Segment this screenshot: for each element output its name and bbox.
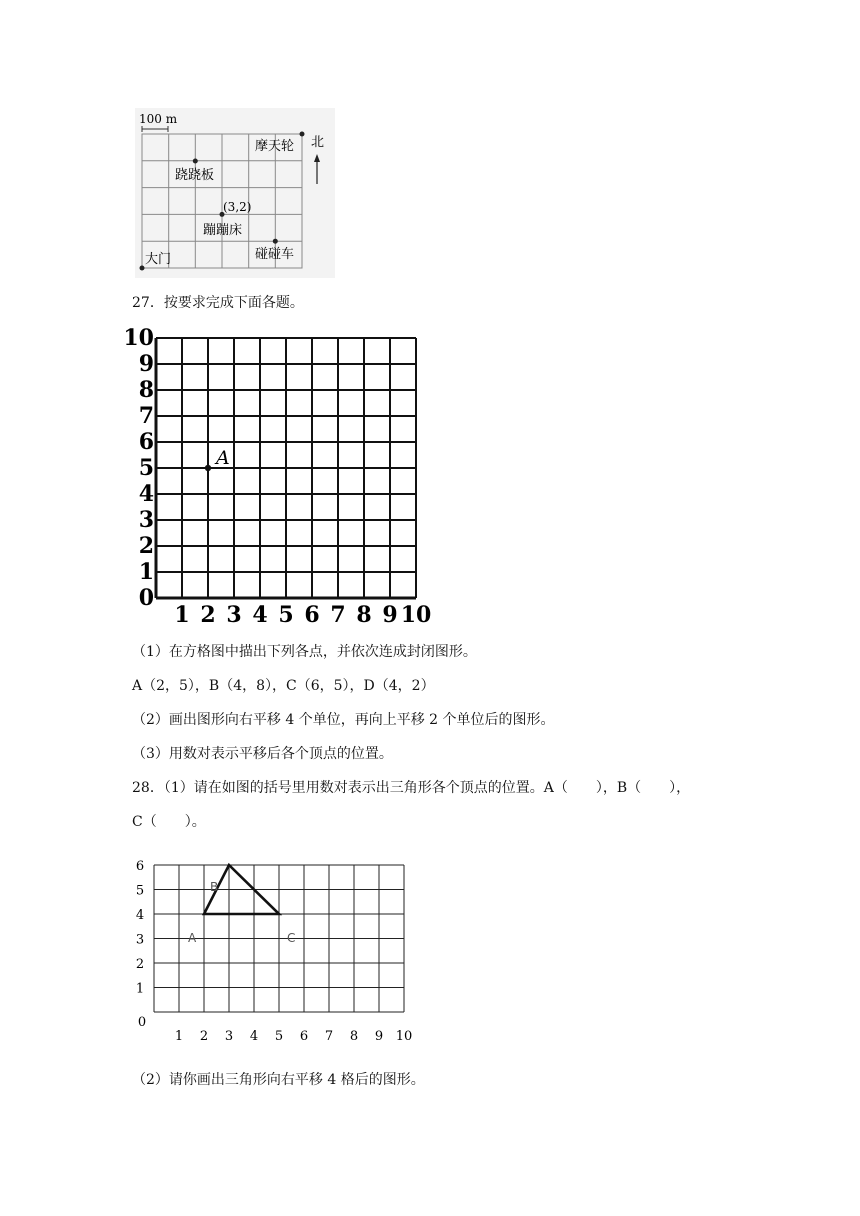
trampoline-label: 蹦蹦床 [203,223,243,238]
q28-grid-figure [128,852,428,1052]
q28-y-tick: 6 [135,859,145,874]
q28-x-tick: 6 [299,1029,309,1044]
q28-line-2: C（ ）。 [132,814,206,830]
q27-x-tick: 8 [356,602,372,628]
q28-x-tick: 4 [249,1029,259,1044]
q27-y-tick: 5 [138,455,154,481]
q27-grid-figure [123,325,438,628]
q27-heading: 27．按要求完成下面各题。 [132,295,304,311]
q28-x-tick: 7 [324,1029,334,1044]
vertex-c-label: C [287,931,296,945]
ferris-wheel-label: 摩天轮 [255,139,295,154]
q28-x-tick: 9 [374,1029,384,1044]
point-a-marker [205,465,211,471]
q27-y-tick: 4 [138,481,154,507]
q28-tick-labels [136,859,412,1044]
q27-y-tick: 0 [138,585,154,611]
q27-grid [156,338,416,598]
q27-y-tick: 7 [138,403,154,429]
scale-label: 100 m [139,112,178,126]
q28-x-tick: 10 [395,1029,413,1044]
q27-y-tick: 8 [138,377,154,403]
q27-x-tick: 3 [226,602,242,628]
q28-line-1: 28．（1）请在如图的括号里用数对表示出三角形各个顶点的位置。A（ ），B（ ）， [132,780,691,796]
q27-y-tick: 2 [138,533,154,559]
q28-y-tick: 4 [135,908,145,923]
q27-x-tick: 6 [304,602,320,628]
q28-x-tick: 5 [274,1029,284,1044]
vertex-a-label: A [188,931,197,945]
point-a-label: A [216,447,230,469]
q28-x-tick: 1 [174,1029,184,1044]
park-map-figure [135,108,335,278]
q27-x-tick: 5 [278,602,294,628]
q27-x-tick: 1 [174,602,190,628]
q27-y-tick: 3 [138,507,154,533]
q28-y-tick: 5 [135,883,145,899]
q27-item-3: （3）用数对表示平移后各个顶点的位置。 [132,746,393,762]
q28-y-tick: 0 [137,1015,147,1030]
seesaw-label: 跷跷板 [175,168,215,183]
q27-y-tick: 6 [138,429,154,455]
q27-x-tick: 9 [382,602,398,628]
q27-y-tick: 9 [138,351,154,377]
q28-x-tick: 8 [349,1029,359,1044]
q27-x-tick: 10 [400,602,432,628]
q28-y-tick: 3 [135,932,145,948]
q28-x-tick: 2 [199,1029,209,1044]
q27-x-tick: 7 [330,602,346,628]
q28-x-tick: 3 [224,1029,234,1044]
q28-item-2: （2）请你画出三角形向右平移 4 格后的图形。 [132,1072,425,1088]
q27-item-2: （2）画出图形向右平移 4 个单位，再向上平移 2 个单位后的图形。 [132,712,555,728]
q27-points-line: A（2，5），B（4，8），C（6，5），D（4，2） [132,678,435,694]
bumper-car-label: 碰碰车 [255,247,295,262]
q27-x-tick: 4 [252,602,268,628]
q27-y-tick: 1 [138,559,154,585]
gate-label: 大门 [145,252,172,267]
vertex-b-label: B [210,880,219,894]
q27-item-1: （1）在方格图中描出下列各点，并依次连成封闭图形。 [132,644,477,660]
north-label: 北 [311,135,325,150]
coord-label: (3,2) [223,200,252,214]
q28-y-tick: 1 [135,981,145,997]
q27-y-tick: 10 [123,325,154,351]
q27-x-tick: 2 [200,602,216,628]
q28-y-tick: 2 [135,957,145,972]
q27-tick-labels [123,325,431,628]
